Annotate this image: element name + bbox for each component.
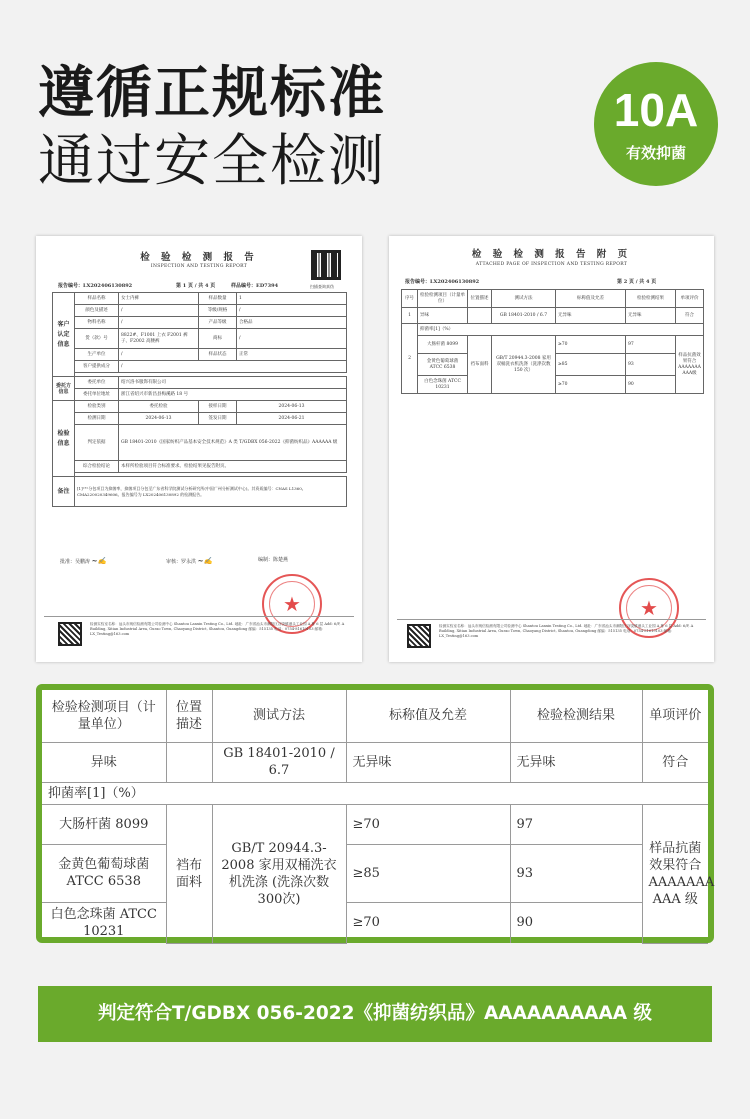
table-cell: 符合: [676, 308, 704, 324]
reviewer-signature: ~✍: [197, 556, 213, 565]
nominal-cell: ≥70: [556, 376, 626, 394]
cell-label: 委托单位: [75, 377, 119, 389]
nominal-cell: ≥85: [556, 354, 626, 376]
report-number-label: 报告编号：: [405, 279, 431, 285]
report-number-value: LX202406130892: [83, 283, 133, 289]
cell-label: 检测日期: [75, 413, 119, 425]
bacteria-2: 金黄色葡萄球菌 ATCC 6538: [42, 844, 166, 902]
qr-code-icon: [311, 250, 341, 280]
report-footer: 检测实验室名称：汕头市朗信检测有限公司检测中心 Shantou Lanxin Testing Co., Ltd. 地址：广东省汕头市潮阳区谷饶镇港头工业园 A 栋 6 层 Add: 6/F, A Building, Xitian Industrial Area, Gurao Town, Chaoyang District, Shantou, Guangdong 邮编：515135 电话：0754-81619103 邮箱：LX_Testing@163.com: [439, 624, 694, 638]
header-position: 位置描述: [166, 690, 212, 742]
badge-value: 10A: [613, 84, 699, 136]
odor-result: 无异味: [510, 742, 642, 782]
report-title: 检 验 检 测 报 告 附 页: [471, 249, 632, 260]
table-cell: 无异味: [556, 308, 626, 324]
cell-value: /: [237, 305, 347, 317]
report-page: 第 2 页 / 共 4 页: [617, 279, 657, 285]
cell-value: 女士内裤: [119, 293, 199, 305]
report-subtitle: ATTACHED PAGE OF INSPECTION AND TESTING REPORT: [475, 262, 628, 267]
nominal-2: ≥85: [346, 844, 510, 902]
cell-label: 签发日期: [199, 413, 237, 425]
table-cell: 异味: [418, 308, 468, 324]
report-number: [405, 278, 479, 285]
cell-value: 2024-06-13: [237, 401, 347, 413]
odor-evaluation: 符合: [642, 742, 708, 782]
header-method: 测试方法: [212, 690, 346, 742]
result-2: 93: [510, 844, 642, 902]
section-test-label: 检验信息: [53, 401, 75, 477]
cell-label: 委托单位地址: [75, 389, 119, 401]
enlarged-result-table-card: [36, 684, 714, 943]
header-cell: 标称值及允差: [556, 290, 626, 308]
cell-label: 综合检验结论: [75, 461, 119, 473]
cell-label: 物料名称: [75, 317, 119, 329]
antibac-label: 抑菌率[1]（%）: [418, 324, 704, 336]
cell-value: 浙江省绍兴市新昌县梅溪路 18 号: [119, 389, 347, 401]
report-number-value: LX202406130892: [430, 279, 480, 285]
cell-label: 颜色及描述: [75, 305, 119, 317]
badge-label: 有效抑菌: [625, 144, 686, 162]
cell-value: 8822#、F1001 上衣 F2001 裤子、F2002 高腰裤: [119, 329, 199, 349]
cell-label: 等级/规格: [199, 305, 237, 317]
method-cell: GB/T 20944.3-2008 家用双桶洗衣机洗涤 (洗涤次数300次): [212, 804, 346, 943]
report-number: [58, 282, 132, 289]
header-cell: 位置描述: [468, 290, 492, 308]
cell-label: 生产单位: [75, 349, 119, 361]
antibacterial-badge: [594, 62, 718, 186]
sample-number: [231, 282, 278, 289]
cell-value: 正常: [237, 349, 347, 361]
header-cell: 单项评价: [676, 290, 704, 308]
headline: [38, 60, 386, 196]
cell-label: 样品名称: [75, 293, 119, 305]
cell-label: 检验类别: [75, 401, 119, 413]
headline-line2: 通过安全检测: [38, 129, 386, 194]
test-report-page-1: [36, 236, 362, 662]
cell-value: GB 18401-2010《国家纺织产品基本安全技术规范》A 类 T/GDBX 056-2022《抑菌纺织品》AAAAAA 级: [119, 425, 347, 461]
section-entrust-label: 委托方信息: [53, 377, 75, 401]
report-title: 检 验 检 测 报 告: [140, 252, 258, 263]
table-cell: GB 18401-2010 / 6.7: [492, 308, 556, 324]
method-cell: GB/T 20944.3-2008 家用双桶洗衣机洗涤（洗涤次数 150 次）: [492, 336, 556, 394]
maker-label: 编制：: [258, 557, 274, 563]
reviewer-line: [166, 556, 212, 565]
approver-signature: ~✍: [91, 556, 107, 565]
approver-line: [60, 556, 106, 565]
cell-value: 2024-06-13: [119, 413, 199, 425]
sample-number-label: 样品编号：: [231, 283, 257, 289]
cell-value: /: [119, 361, 347, 373]
table-cell: 2: [402, 324, 418, 394]
report-number-label: 报告编号：: [58, 283, 84, 289]
official-seal-icon: ★: [262, 574, 322, 634]
odor-nominal: 无异味: [346, 742, 510, 782]
cell-value: 绍兴洛书服饰有限公司: [119, 377, 347, 389]
nominal-cell: ≥70: [556, 336, 626, 354]
bacteria-cell: 白色念珠菌 ATCC 10231: [418, 376, 468, 394]
reviewer-label: 审核：: [166, 559, 182, 565]
cell-label: 商标: [199, 329, 237, 349]
cell-label: 客户提供成分: [75, 361, 119, 373]
approver-name: 吴鹏涛: [75, 559, 91, 565]
cell-value: /: [237, 329, 347, 349]
conclusion-banner: 判定符合T/GDBX 056-2022《抑菌纺织品》AAAAAAAAAA 级: [38, 986, 712, 1042]
official-seal-icon: ★: [619, 578, 679, 638]
bacteria-cell: 金黄色葡萄球菌 ATCC 6538: [418, 354, 468, 376]
enlarged-result-table: [42, 690, 715, 944]
cell-value: 合格品: [237, 317, 347, 329]
antibac-rate-label: 抑菌率[1]（%）: [42, 782, 708, 804]
report-subtitle: INSPECTION AND TESTING REPORT: [150, 264, 248, 269]
bacteria-3: 白色念珠菌 ATCC 10231: [42, 902, 166, 943]
nominal-3: ≥70: [346, 902, 510, 943]
reviewer-name: 罗永洪: [181, 559, 197, 565]
cell-label: 货（款）号: [75, 329, 119, 349]
evaluation-cell: 样品抗菌效果符合AAAAAAA AAA级: [676, 336, 704, 394]
test-report-page-2: [389, 236, 714, 662]
cell-value: /: [119, 349, 199, 361]
section-client-label: 客户认定信息: [53, 293, 75, 377]
result-3: 90: [510, 902, 642, 943]
cell-value: 委托检验: [119, 401, 199, 413]
header-item: 检验检测项目（计量单位）: [42, 690, 166, 742]
maker-line: [258, 556, 288, 563]
table-cell: 无异味: [626, 308, 676, 324]
cell-value: 本样所检验项目符合标准要求。检验结果见报告附页。: [119, 461, 347, 473]
bacteria-cell: 大肠杆菌 8099: [418, 336, 468, 354]
remarks-label: 备注: [53, 477, 75, 507]
header-nominal: 标称值及允差: [346, 690, 510, 742]
header-cell: 测试方法: [492, 290, 556, 308]
bacteria-1: 大肠杆菌 8099: [42, 804, 166, 844]
table-cell: [468, 308, 492, 324]
footer-qr-icon: [407, 624, 431, 648]
table-cell: 1: [402, 308, 418, 324]
headline-line1: 遵循正规标准: [38, 61, 386, 126]
cell-value: 2024-06-21: [237, 413, 347, 425]
position-cell: 裆布面料: [468, 336, 492, 394]
cell-label: 接样日期: [199, 401, 237, 413]
maker-name: 陈楚燕: [273, 557, 289, 563]
cell-label: 样品数量: [199, 293, 237, 305]
attached-table: [401, 289, 704, 394]
result-cell: 97: [626, 336, 676, 354]
sample-number-value: ED7394: [256, 283, 279, 289]
report-page: 第 1 页 / 共 4 页: [176, 283, 216, 289]
cell-label: 产品等级: [199, 317, 237, 329]
footer-divider: [397, 619, 706, 620]
footer-divider: [44, 616, 354, 617]
position-cell: 裆布面料: [166, 804, 212, 943]
report-footer: 检测实验室名称：汕头市朗信检测有限公司检测中心 Shantou Lanxin Testing Co., Ltd. 地址：广东省汕头市潮阳区谷饶镇港头工业园 A 栋 6 层 Add: 6/F, A Building, Xitian Industrial Area, Gurao Town, Chaoyang District, Shantou, Guangdong 邮编：515135 电话：0754-81619103 邮箱：LX_Testing@163.com: [90, 622, 345, 636]
approver-label: 批准：: [60, 559, 76, 565]
header-cell: 序号: [402, 290, 418, 308]
result-cell: 90: [626, 376, 676, 394]
header-cell: 检验检测项目（计量单位）: [418, 290, 468, 308]
cell-value: /: [119, 317, 199, 329]
cell-value: /: [119, 305, 199, 317]
evaluation-cell: 样品抗菌效果符合 AAAAAAA AAA 级: [642, 804, 708, 943]
result-1: 97: [510, 804, 642, 844]
report-main-table: [52, 292, 347, 507]
qr-caption: 扫描查询真伪: [310, 284, 334, 289]
header-result: 检验检测结果: [510, 690, 642, 742]
remarks-value: [1]"*"分包项目为抑菌率，抑菌项目分包至广东省科学院测试分析研究所(中国广州分析测试中心)。其资质编号：CNAS L1360。CMA220020349606。报告编号为 LX202406130892 的检测报告。: [75, 477, 347, 507]
cell-label: 判定依据: [75, 425, 119, 461]
header-cell: 检验检测结果: [626, 290, 676, 308]
odor-position: [166, 742, 212, 782]
odor-item: 异味: [42, 742, 166, 782]
cell-value: 1: [237, 293, 347, 305]
cell-label: 样品状态: [199, 349, 237, 361]
odor-method: GB 18401-2010 / 6.7: [212, 742, 346, 782]
nominal-1: ≥70: [346, 804, 510, 844]
header-evaluation: 单项评价: [642, 690, 708, 742]
footer-qr-icon: [58, 622, 82, 646]
result-cell: 93: [626, 354, 676, 376]
